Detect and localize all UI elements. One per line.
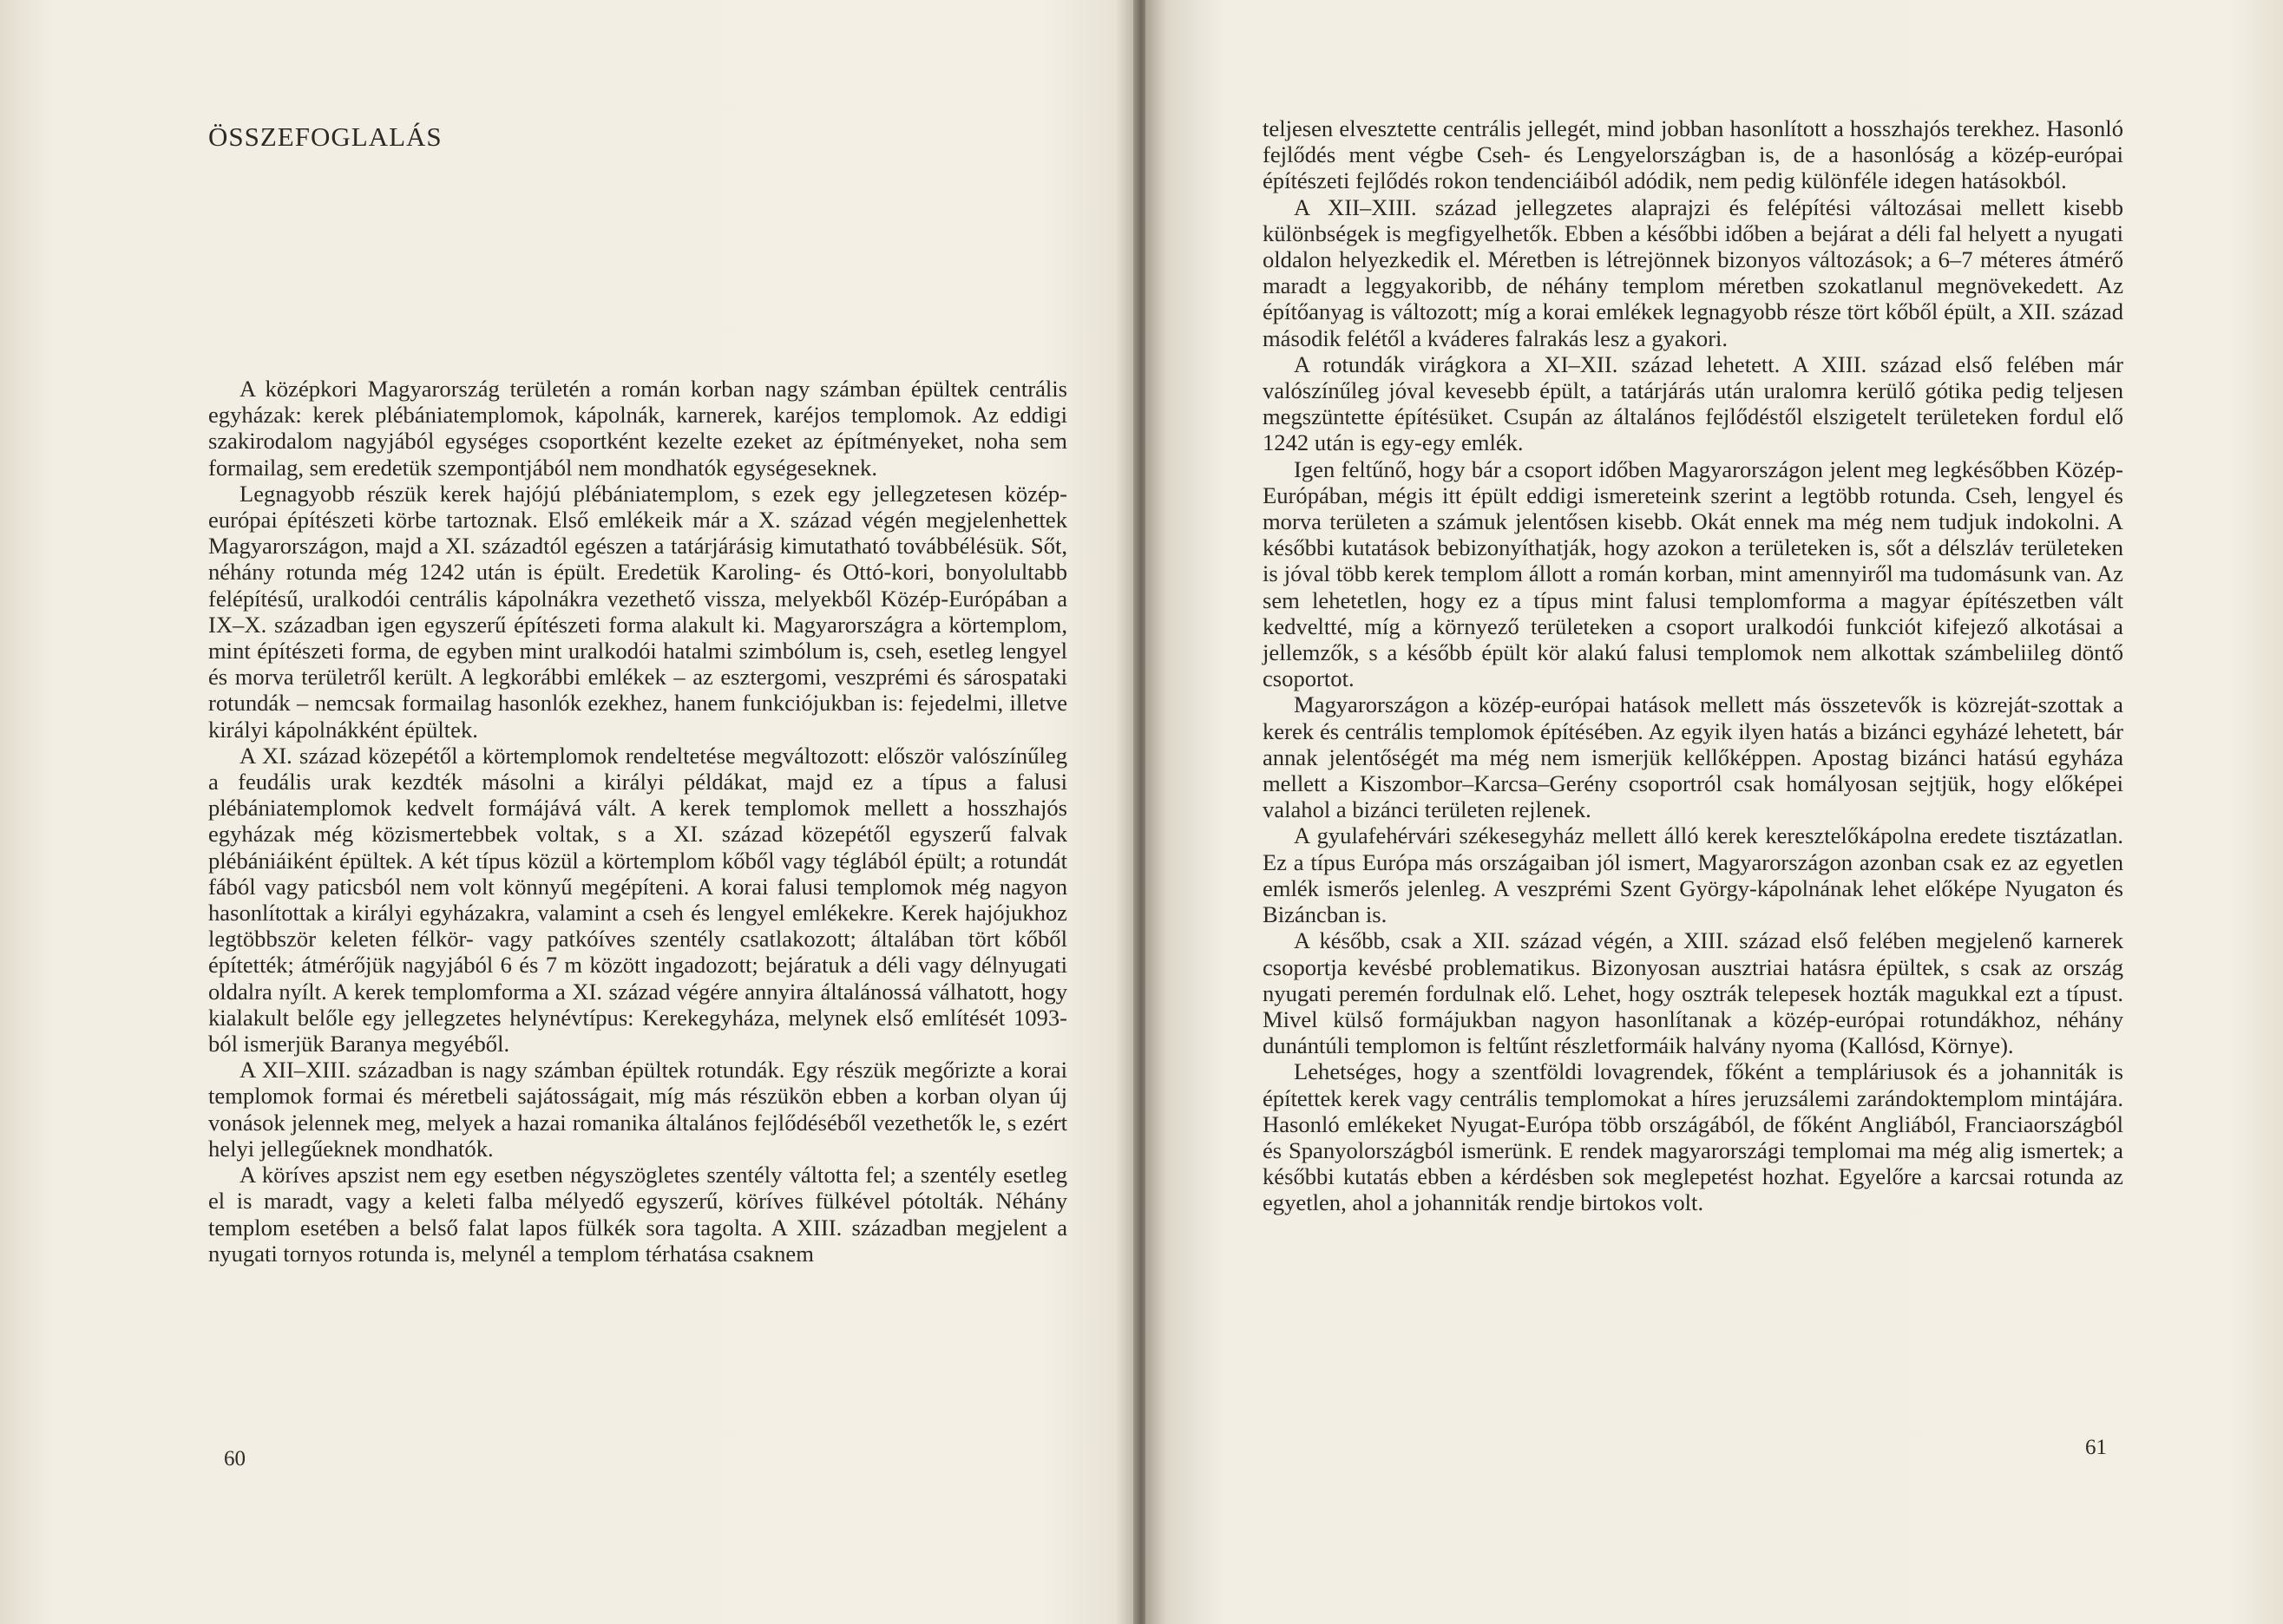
page-number: 61 [2085, 1436, 2107, 1459]
paragraph: A XII–XIII. század jellegzetes alaprajzi és felépítési változásai mellett kisebb különbségek is megfigyelhetők. Ebben a későbbi időben a bejárat a déli fal helyett a nyugati oldalon helyezkedik el. Méretben is létrejönnek bizonyos változások; a 6–7 méteres átmérő maradt a leggyakoribb, de néhány templom méretben szokatlanul megnövekedett. Az építőanyag is változott; míg a korai emlékek legnagyobb része tört kőből épült, a XII. század második felétől a kváderes falrakás lesz a gyakori. [1263, 193, 2123, 351]
paragraph: A XII–XIII. században is nagy számban épültek rotundák. Egy részük megőrizte a korai templomok formai és méretbeli sajátosságait, míg más részükön ebben a korban olyan új vonások jelennek meg, melyek a hazai romanika általános fejlődéséből vezethetők le, s ezért helyi jellegűeknek mondhatók. [208, 1057, 1067, 1162]
chapter-heading: ÖSSZEFOGLALÁS [208, 121, 443, 152]
left-page-text [208, 376, 1067, 1267]
right-page [1145, 0, 2283, 1624]
paragraph: A XI. század közepétől a körtemplomok rendeltetése megváltozott: először valószínűleg a feudális urak kezdték másolni a királyi példákat, majd ez a típus a falusi plébániatemplomok kedvelt formájává vált. A kerek templomok mellett a hosszhajós egyházak még közismertebbek voltak, s a XI. század közepétől egyszerű falvak plébániáiként épültek. A két típus közül a körtemplom kőből vagy téglából épült; a rotundát fából vagy paticsból nem volt könnyű megépíteni. A korai falusi templomok még nagyon hasonlítottak a királyi egyházakra, valamint a cseh és lengyel emlékekre. Kerek hajójukhoz legtöbbször keleten félkör- vagy patkóíves szentély csatlakozott; általában tört kőből építették; átmérőjük nagyjából 6 és 7 m között ingadozott; bejáratuk a déli vagy délnyugati oldalra nyílt. A kerek templomforma a XI. század végére annyira általánossá válhatott, hogy kialakult belőle egy jellegzetes helynévtípus: Kerekegyháza, melynek első említését 1093-ból ismerjük Baranya megyéből. [208, 742, 1067, 1058]
right-page-text [1263, 115, 2123, 1216]
paragraph: A középkori Magyarország területén a román korban nagy számban épültek centrális egyházak: kerek plébániatemplomok, kápolnák, karnerek, karéjos templomok. Az eddigi szakirodalom nagyjából egységes csoportként kezelte ezeket az építményeket, noha sem formailag, sem eredetük szempontjából nem mondhatók egységeseknek. [208, 376, 1067, 481]
paragraph: Magyarországon a közép-európai hatások mellett más összetevők is közreját-szottak a kerek és centrális templomok építésében. Az egyik ilyen hatás a bizánci egyházé lehetett, bár annak jelentőségét ma még nem ismerjük kellőképpen. Apostag bizánci hatású egyháza mellett a Kiszombor–Karcsa–Gerény csoportról csak homályosan sejtjük, hogy előképei valahol a bizánci területen rejlenek. [1263, 691, 2123, 823]
paragraph: A gyulafehérvári székesegyház mellett álló kerek keresztelőkápolna eredete tisztázatlan. Ez a típus Európa más országaiban jól ismert, Magyarországon azonban csak ez az egyetlen emlék ismerős jelenleg. A veszprémi Szent György-kápolnának lehet előképe Nyugaton és Bizáncban is. [1263, 822, 2123, 928]
page-number: 60 [224, 1447, 246, 1470]
paragraph: Lehetséges, hogy a szentföldi lovagrendek, főként a templáriusok és a johanniták is építettek kerek vagy centrális templomokat a híres jeruzsálemi zarándoktemplom mintájára. Hasonló emlékeket Nyugat-Európa több országából, de főként Angliából, Franciaországból és Spanyolországból ismerünk. E rendek magyarországi templomai ma még alig ismertek; a későbbi kutatás ebben a kérdésben sok meglepetést hozhat. Egyelőre a karcsai rotunda az egyetlen, ahol a johanniták rendje birtokos volt. [1263, 1058, 2123, 1216]
paragraph: A köríves apszist nem egy esetben négyszögletes szentély váltotta fel; a szentély esetleg el is maradt, vagy a keleti falba mélyedő egyszerű, köríves fülkével pótolták. Néhány templom esetében a belső falat lapos fülkék sora tagolta. A XIII. században megjelent a nyugati tornyos rotunda is, melynél a templom térhatása csaknem [208, 1162, 1067, 1267]
paragraph: A rotundák virágkora a XI–XII. század lehetett. A XIII. század első felében már valószínűleg jóval kevesebb épült, a tatárjárás után uralomra kerülő gótika pedig teljesen megszüntette építésüket. Csupán az általános fejlődéstől elszigetelt területeken fordul elő 1242 után is egy-egy emlék. [1263, 350, 2123, 456]
left-page [0, 0, 1137, 1624]
paragraph: Legnagyobb részük kerek hajójú plébániatemplom, s ezek egy jellegzetesen közép-európai építészeti körbe tartoznak. Első emlékeik már a X. század végén megjelenhettek Magyarországon, majd a XI. századtól egészen a tatárjárásig kimutatható továbbélésük. Sőt, néhány rotunda még 1242 után is épült. Eredetük Karoling- és Ottó-kori, bonyolultabb felépítésű, uralkodói centrális kápolnákra vezethető vissza, melyekből Közép-Európában a IX–X. században igen egyszerű építészeti forma alakult ki. Magyarországra a körtemplom, mint építészeti forma, de egyben mint uralkodói hatalmi szimbólum is, cseh, esetleg lengyel és morva területről került. A legkorábbi emlékek – az esztergomi, veszprémi és sárospataki rotundák – nemcsak formailag hasonlók ezekhez, hanem funkciójukban is: fejedelmi, illetve királyi kápolnákként épültek. [208, 480, 1067, 743]
paragraph: A később, csak a XII. század végén, a XIII. század első felében megjelenő karnerek csoportja kevésbé problematikus. Bizonyosan ausztriai hatásra épültek, s csak az ország nyugati peremén fordulnak elő. Lehet, hogy osztrák telepesek hozták magukkal ezt a típust. Mivel külső formájukban nagyon hasonlítanak a közép-európai rotundákhoz, néhány dunántúli templomon is feltűnt részletformáik halvány nyoma (Kallósd, Környe). [1263, 927, 2123, 1059]
paragraph: Igen feltűnő, hogy bár a csoport időben Magyarországon jelent meg legkésőbben Közép-Európában, mégis itt épült eddigi ismereteink szerint a legtöbb rotunda. Cseh, lengyel és morva területen a számuk jelentősen kisebb. Okát ennek ma még nem tudjuk indokolni. A későbbi kutatások bebizonyíthatják, hogy azokon a területeken is, sőt a délszláv területeken is jóval több kerek templom állott a román korban, mint amennyiről ma tudomásunk van. Az sem lehetetlen, hogy ez a típus mint falusi templomforma a magyar építészetben vált kedveltté, míg a környező területeken a csoport uralkodói funkciót kifejező alkotásai a jellemzők, s a később épült kör alakú falusi templomok nem alkottak számbeliileg döntő csoportot. [1263, 455, 2123, 692]
paragraph: teljesen elvesztette centrális jellegét, mind jobban hasonlított a hosszhajós terekhez. Hasonló fejlődés ment végbe Cseh- és Lengyelországban is, de a hasonlóság a közép-európai építészeti fejlődés rokon tendenciáiból adódik, nem pedig különféle idegen hatásokból. [1263, 115, 2123, 194]
